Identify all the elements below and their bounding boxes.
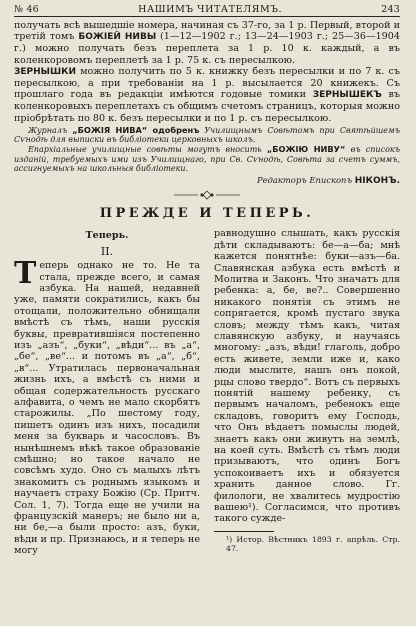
- section-numeral: II.: [100, 244, 114, 258]
- notice-bold-title: ЗЕРНЫШЕКЪ: [312, 90, 382, 101]
- journal-paragraph-2: [14, 145, 400, 174]
- left-column: [14, 228, 200, 556]
- notice-text: въ коленкоровыхъ переплетахъ съ общимъ счетомъ страницъ, которыя можно прiобрѣтать по 80 к. безъ пересылки и по 1 р. съ пересылкою.: [14, 89, 400, 124]
- notice-text: (1—12—1902 г.; 13—24—1903 г.; 25—36—1904 г.) можно получать безъ переплета за 1 р. 10 к. каждый, а въ коленкоровомъ переплетѣ за 1 р. 75 к. съ пересылкою.: [14, 31, 400, 66]
- journal-bold: „БОЖIЮ НИВУ“: [266, 144, 346, 155]
- running-title: НАШИМЪ ЧИТАТЕЛЯМЪ.: [138, 4, 283, 15]
- page-number-left: № 46: [14, 4, 39, 15]
- signature-text: Редакторъ Епископъ: [256, 174, 355, 185]
- section-subtitle: Теперь.: [85, 230, 129, 242]
- journal-text: Училищнымъ Совѣтомъ при Святѣйшемъ Сѵнодѣ для выписки въ библiотеки церковныхъ школъ.: [14, 125, 400, 145]
- subscription-notice: [14, 20, 400, 124]
- journal-paragraph-1: [14, 126, 400, 145]
- left-column-text: еперь однако не то. Не та стала, прежде всего, и самая азбука. На нашей, недавней уже, памяти сократились, какъ бы отощали, положительно обнищали вмѣстѣ съ тѣмъ, наши русскiя буквы, превратившiяся постепенно изъ „азъ“, „буки“, „вѣди“... въ „а“, „бе“, „ве“... и потомъ въ „а“, „б“, „в“... Утратилась первоначальная жизнь ихъ, а вмѣстѣ съ ними и общая содержательность русскаго алфавита, о чемъ не мало скорбятъ старожилы. „По шестому году, пишетъ одинъ изъ нихъ, посадили меня за букварь и часословъ. Въ нынѣшнемъ вѣкѣ такое образованiе смѣшно; но такое начало не совсѣмъ худо. Оно съ малыхъ лѣтъ знакомитъ съ роднымъ языкомъ и научаетъ страху Божiю (Ср. Притч. Сол. 1, 7). Тогда еще не учили на французскiй манеръ; не было ни а, ни бе,—а были просто: азъ, буки, вѣди и пр. Признаюсь, и я теперь не могу: [14, 260, 201, 557]
- journal-text: въ списокъ изданiй, требуемыхъ ими изъ Училищнаго, при Св. Сѵнодѣ, Совѣта за счетъ суммъ, ассигнуемыхъ на школьныя библiотеки.: [14, 145, 400, 174]
- notice-paragraph-2: [14, 66, 400, 124]
- notice-text: получать всѣ вышедшiе номера, начиная съ 37-го, за 1 р. Первый, второй и третiй томъ: [14, 20, 400, 43]
- footnote-rule: [214, 531, 274, 532]
- footnote: ¹) Истор. Вѣстникъ 1893 г. апрѣль. Стр. 47.: [226, 534, 400, 553]
- journal-bold: „БОЖIЯ НИВА“ одобренъ: [72, 124, 200, 135]
- journal-text: Епархiальные училищные совѣты могутъ вносить: [28, 145, 267, 155]
- left-column-paragraph: [14, 256, 201, 557]
- editor-signature: [14, 175, 400, 186]
- notice-paragraph-1: [14, 20, 400, 66]
- right-column: [214, 228, 400, 556]
- right-column-paragraph: равнодушно слышать, какъ русскiя дѣти складываютъ: бе—а—ба; мнѣ кажется понятнѣе: буки—азъ—ба. Славянская азбука есть вмѣстѣ и Молитва и Законъ. Что значатъ для ребенка: а, бе, ве?.. Совершенно никакого понятiя съ этимъ не сопрягается, кромѣ пустаго звука словъ; между тѣмъ какъ, читая славянскую азбуку, и научаясь многому: „азъ, вѣди! глаголь, добро есть живете, земли иже и, како люди мыслите, нашъ онъ покой, рцы слово твердо“. Вотъ съ первыхъ понятiй нашему ребенку, съ первымъ началомъ, ребенокъ еще складовъ, говоритъ ему Господь, что Онъ вѣдаетъ помыслы людей, знаетъ какъ они живутъ на землѣ, на коей суть. Вмѣстѣ съ тѣмъ люди призываютъ, что одинъ Богъ успокоиваетъ ихъ и обязуется хранить данное слово. Гг. филологи, не хвалитесь мудростiю вашею¹). Согласимся, что противъ такого сужде-: [214, 228, 400, 525]
- ornament-icon: [172, 190, 242, 200]
- running-header: [14, 4, 400, 17]
- signature-name: НIКОНЪ.: [354, 175, 400, 186]
- journal-approval: [14, 126, 400, 174]
- notice-bold-title: ЗЕРНЫШКИ: [14, 66, 77, 77]
- section-title: ПРЕЖДЕ И ТЕПЕРЬ.: [99, 206, 315, 222]
- notice-bold-title: БОЖIЕЙ НИВЫ: [78, 32, 157, 43]
- notice-text: можно получить по 5 к. книжку безъ пересылки и по 7 к. съ пересылкою, а при требованiи на 1 р. высылается 20 книжекъ. Съ прошлаго года въ редакцiи имѣются годовые томики: [14, 65, 400, 101]
- drop-cap-letter: Т: [14, 256, 37, 292]
- journal-text: Журналъ: [28, 125, 73, 135]
- ornament-divider: [14, 190, 400, 201]
- two-column-body: [14, 228, 400, 556]
- page-number-right: 243: [381, 4, 400, 15]
